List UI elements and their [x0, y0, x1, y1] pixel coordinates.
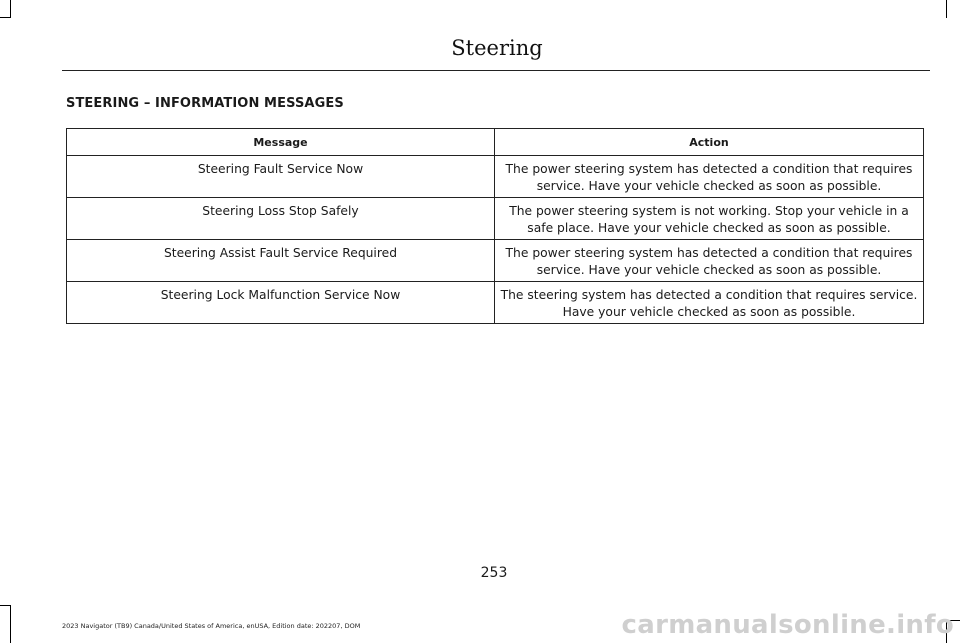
crop-mark-top-left — [0, 17, 11, 18]
watermark: carmanualsonline.info — [621, 610, 954, 640]
crop-mark-bottom-left — [0, 605, 11, 606]
action-cell: The power steering system has detected a condition that requires service. Have your vehicle checked as soon as possible. — [495, 156, 924, 198]
action-cell: The power steering system has detected a condition that requires service. Have your vehicle checked as soon as possible. — [495, 240, 924, 282]
information-messages-table — [66, 128, 924, 324]
column-header-message: Message — [67, 129, 495, 156]
page-title: Steering — [451, 36, 543, 60]
edition-footer: 2023 Navigator (TB9) Canada/United States of America, enUSA, Edition date: 202207, DOM — [62, 622, 361, 630]
message-cell: Steering Fault Service Now — [67, 156, 495, 198]
message-cell: Steering Assist Fault Service Required — [67, 240, 495, 282]
message-cell: Steering Lock Malfunction Service Now — [67, 282, 495, 324]
column-header-action: Action — [495, 129, 924, 156]
crop-mark-bottom-left — [10, 605, 11, 643]
page-number: 253 — [480, 565, 508, 581]
action-cell: The power steering system is not working. Stop your vehicle in a safe place. Have your vehicle checked as soon as possible. — [495, 198, 924, 240]
table-row — [67, 156, 924, 198]
table-row — [67, 198, 924, 240]
message-cell: Steering Loss Stop Safely — [67, 198, 495, 240]
header-divider — [62, 70, 930, 71]
table-row — [67, 282, 924, 324]
action-cell: The steering system has detected a condition that requires service. Have your vehicle checked as soon as possible. — [495, 282, 924, 324]
section-heading: STEERING – INFORMATION MESSAGES — [66, 96, 344, 111]
crop-mark-top-right — [946, 0, 947, 18]
table-header-row — [67, 129, 924, 156]
table-row — [67, 240, 924, 282]
crop-mark-top-left — [10, 0, 11, 18]
